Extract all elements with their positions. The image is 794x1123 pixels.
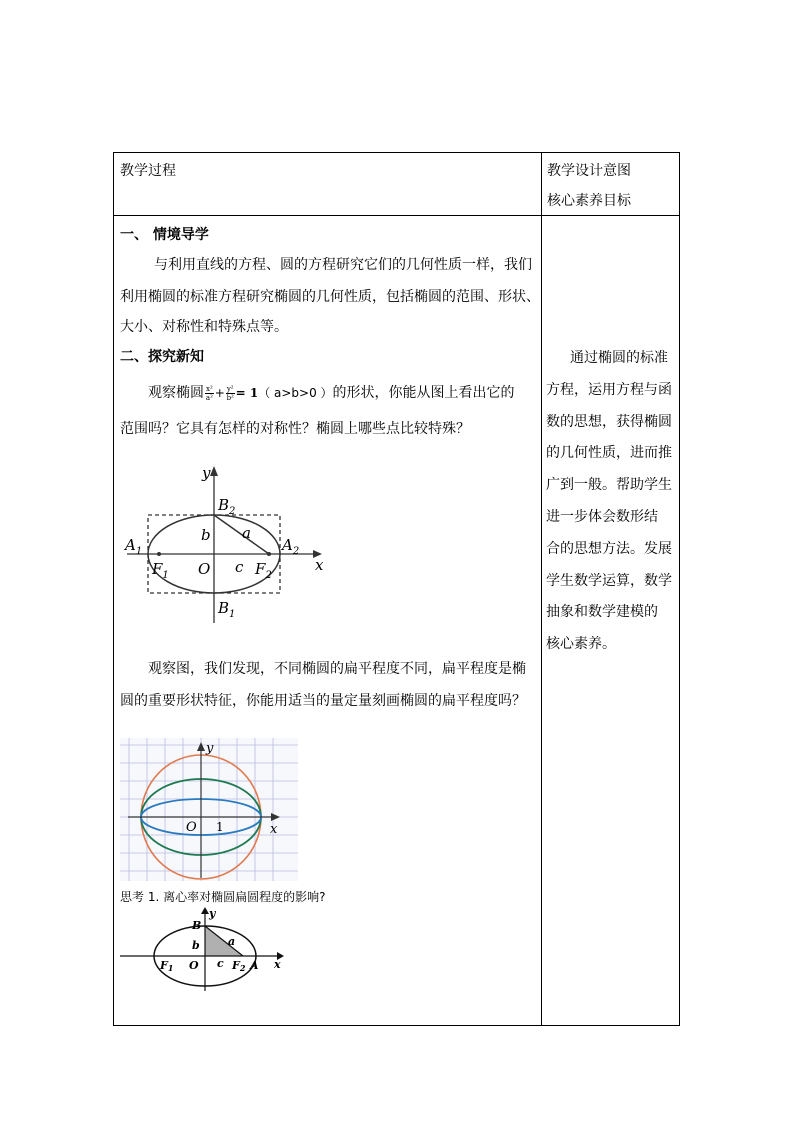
label-f2-sub: 2 <box>265 570 272 581</box>
eq-x-den: a² <box>205 393 213 402</box>
column-divider <box>541 153 542 1025</box>
section1-line1: 与利用直线的方程、圆的方程研究它们的几何性质一样，我们 <box>154 257 532 273</box>
label-b1-main: B <box>218 599 230 617</box>
section2-heading: 二、探究新知 <box>120 349 204 365</box>
label-a2-sub: 2 <box>292 546 300 557</box>
focus-f1-point <box>157 552 161 556</box>
label-f2 <box>231 959 246 973</box>
label-o: O <box>186 820 197 835</box>
label-b-point: B <box>192 919 202 932</box>
label-one: 1 <box>216 820 224 834</box>
label-o: O <box>189 959 199 972</box>
focus-f2-point <box>267 552 271 556</box>
label-a: a <box>228 935 236 948</box>
header-right-title-2: 核心素养目标 <box>547 193 631 209</box>
eq-y-num: y² <box>226 384 234 393</box>
lesson-table <box>113 152 680 1026</box>
section1-line3: 大小、对称性和特殊点等。 <box>120 319 288 335</box>
label-f1 <box>151 560 169 581</box>
para2-line2: 圆的重要形状特征，你能用适当的量定量刻画椭圆的扁平程度吗？ <box>120 693 526 709</box>
eq-rhs: = 1 <box>235 386 259 400</box>
label-b2-sub: 2 <box>229 506 236 517</box>
label-a2 <box>280 536 299 557</box>
label-a1 <box>123 536 142 557</box>
intent-line: 通过椭圆的标准 <box>570 350 668 366</box>
label-f1-sub: 1 <box>162 570 169 581</box>
label-b1-sub: 1 <box>229 609 236 620</box>
eq-x-num: x² <box>206 384 213 393</box>
section1-heading: 一、 情境导学 <box>120 227 209 243</box>
eq-y-den: b² <box>226 393 234 402</box>
label-a-point: A <box>250 959 259 972</box>
label-a: a <box>242 524 251 542</box>
label-f2-main: F <box>232 959 240 972</box>
intent-line: 方程，运用方程与函 <box>546 381 672 398</box>
label-x: x <box>270 822 278 837</box>
intent-line: 核心素养。 <box>546 636 616 653</box>
design-intent-text <box>546 343 678 661</box>
equation-x-fraction <box>205 385 214 402</box>
intent-line: 抽象和数学建模的 <box>546 604 658 621</box>
label-b1 <box>217 599 235 620</box>
label-f1-main: F <box>152 560 163 578</box>
label-b: b <box>192 939 200 952</box>
ellipse-diagram-1 <box>122 458 332 628</box>
label-b: b <box>201 526 211 544</box>
label-x: x <box>274 958 281 971</box>
header-divider <box>114 215 679 216</box>
label-f2-main: F <box>255 560 266 578</box>
label-f1-main: F <box>160 959 168 972</box>
think1: 思考 1. 离心率对椭圆扁圆程度的影响? <box>120 890 326 904</box>
label-y: y <box>202 464 211 482</box>
section1-line2: 利用椭圆的标准方程研究椭圆的几何性质，包括椭圆的范围、形状、 <box>120 289 540 305</box>
label-c: c <box>235 558 244 576</box>
label-f1-sub: 1 <box>167 963 174 973</box>
label-b2 <box>217 496 235 517</box>
label-x: x <box>315 556 324 574</box>
header-left-title: 教学过程 <box>120 163 176 179</box>
intent-line: 学生数学运算，数学 <box>546 572 672 589</box>
intent-line: 合的思想方法。发展 <box>546 540 672 557</box>
y-axis-arrow-icon <box>210 466 218 476</box>
label-c: c <box>217 957 224 970</box>
observe-prefix: 观察椭圆 <box>148 385 204 401</box>
intent-line: 广到一般。帮助学生 <box>546 477 672 494</box>
label-f1 <box>159 959 173 973</box>
label-y: y <box>206 741 214 756</box>
observe-line2: 范围吗？它具有怎样的对称性？椭圆上哪些点比较特殊？ <box>120 421 470 437</box>
equation-y-fraction <box>226 385 235 402</box>
label-a1-sub: 1 <box>135 546 143 557</box>
y-axis-arrow-icon <box>201 907 209 914</box>
intent-line: 的几何性质，进而推 <box>546 445 672 462</box>
label-y: y <box>209 907 216 920</box>
label-f2-sub: 2 <box>239 963 246 973</box>
label-a2-main: A <box>282 536 293 554</box>
label-a1-main: A <box>125 536 136 554</box>
ellipse-diagram-2 <box>120 738 298 881</box>
para2-line1: 观察图，我们发现，不同椭圆的扁平程度不同，扁平程度是椭 <box>148 661 526 677</box>
eq-plus: + <box>214 386 225 400</box>
header-right-title-1: 教学设计意图 <box>547 163 631 179</box>
intent-line: 数的思想，获得椭圆 <box>546 413 672 430</box>
observe-line1 <box>148 383 515 403</box>
label-o: O <box>198 560 211 578</box>
label-b2-main: B <box>218 496 230 514</box>
label-f2 <box>254 560 272 581</box>
intent-line: 进一步体会数形结 <box>546 508 658 525</box>
ellipse-diagram-3 <box>120 905 290 995</box>
eq-condition: （ a>b>0 ） <box>258 386 333 400</box>
observe-suffix: 的形状，你能从图上看出它的 <box>332 385 515 401</box>
